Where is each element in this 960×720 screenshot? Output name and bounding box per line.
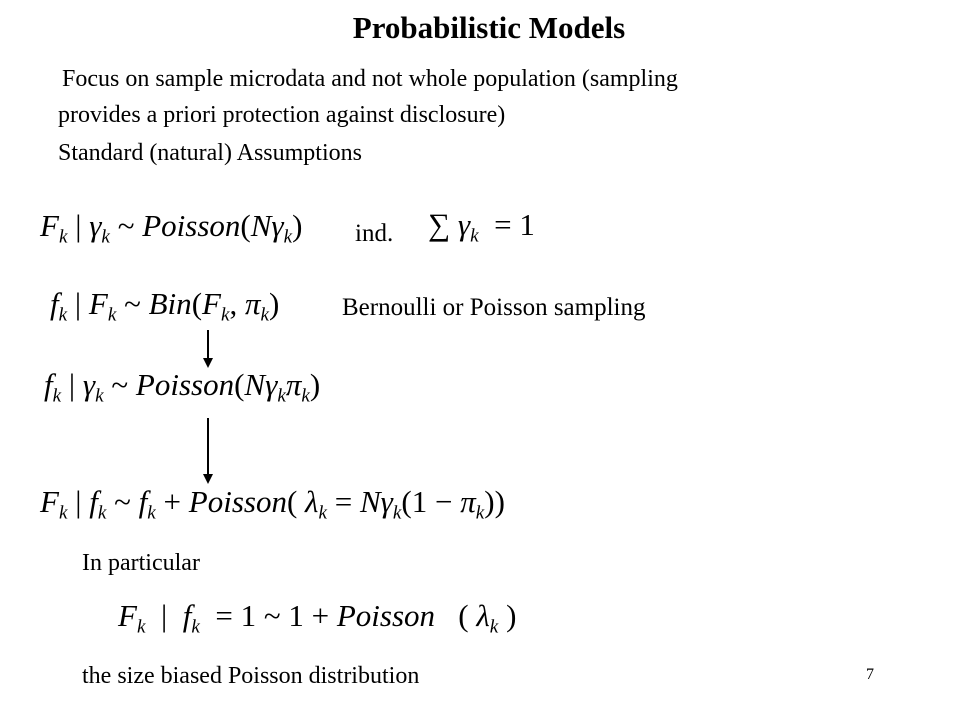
equation-binomial-sampling: $f_k$ | $F_k$ ~ $Bin(F_k$, $\pi_k$)	[50, 286, 280, 326]
intro-line-1: Focus on sample microdata and not whole population (sampling	[62, 66, 678, 92]
equation-sum-constraint: ∑ $\gamma_k = 1$	[428, 207, 535, 247]
page-number: 7	[866, 666, 874, 683]
equation-poisson-population: $F_k$ | $\gamma_k$ ~ $Poisson(N\gamma_k)$	[40, 208, 303, 248]
down-arrow-shaft-2	[207, 418, 209, 476]
sampling-note: Bernoulli or Poisson sampling	[342, 294, 646, 321]
independence-note: ind.	[355, 220, 394, 247]
down-arrow-shaft-1	[207, 330, 209, 360]
slide-title: Probabilistic Models	[352, 10, 626, 45]
down-arrow-head-2	[203, 474, 213, 484]
intro-line-3: Standard (natural) Assumptions	[58, 140, 362, 166]
in-particular-label: In particular	[82, 550, 200, 576]
equation-poisson-sample: $f_k$ | $\gamma_k$ ~ $Poisson(N\gamma_k\pi_k)$	[44, 367, 321, 407]
closing-text: the size biased Poisson distribution	[82, 663, 420, 689]
intro-line-2: provides a priori protection against disclosure)	[58, 102, 506, 128]
equation-size-biased: $F_k$ | $f_k = 1$ ~ 1 + Poisson ( $\lambda_k$ )	[118, 598, 517, 638]
equation-posterior: $F_k$ | $f_k$ ~ $f_k$ + Poisson( $\lambda_k = N\gamma_k(1 - \pi_k)$)	[40, 484, 505, 524]
